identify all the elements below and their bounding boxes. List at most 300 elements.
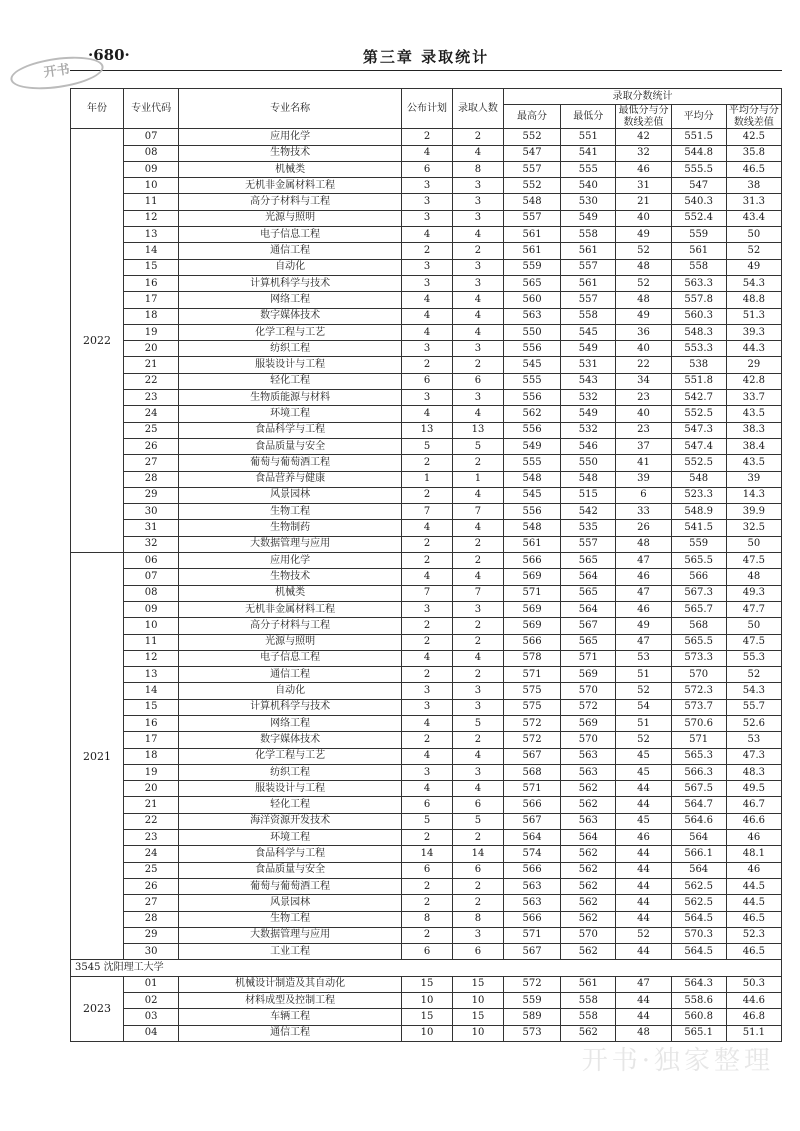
admitted-cell: 7 bbox=[452, 585, 503, 601]
max-score-cell: 571 bbox=[503, 667, 560, 683]
admitted-cell: 8 bbox=[452, 911, 503, 927]
major-name-cell: 数字媒体技术 bbox=[179, 732, 402, 748]
table-row bbox=[71, 569, 782, 585]
min-diff-cell: 48 bbox=[616, 259, 671, 275]
planned-cell: 6 bbox=[402, 862, 453, 878]
max-score-cell: 565 bbox=[503, 275, 560, 291]
planned-cell: 3 bbox=[402, 341, 453, 357]
avg-diff-cell: 39 bbox=[726, 471, 781, 487]
major-name-cell: 车辆工程 bbox=[179, 1009, 402, 1025]
admitted-cell: 15 bbox=[452, 976, 503, 992]
planned-cell: 3 bbox=[402, 601, 453, 617]
table-row bbox=[71, 797, 782, 813]
min-diff-cell: 40 bbox=[616, 406, 671, 422]
admitted-cell: 10 bbox=[452, 993, 503, 1009]
max-score-cell: 552 bbox=[503, 129, 560, 145]
major-name-cell: 高分子材料与工程 bbox=[179, 618, 402, 634]
major-code-cell: 18 bbox=[124, 748, 179, 764]
major-name-cell: 食品营养与健康 bbox=[179, 471, 402, 487]
major-name-cell: 无机非金属材料工程 bbox=[179, 178, 402, 194]
planned-cell: 8 bbox=[402, 911, 453, 927]
major-name-cell: 服装设计与工程 bbox=[179, 781, 402, 797]
table-row bbox=[71, 373, 782, 389]
avg-diff-cell: 14.3 bbox=[726, 487, 781, 503]
min-score-cell: 563 bbox=[561, 748, 616, 764]
max-score-cell: 545 bbox=[503, 357, 560, 373]
avg-diff-cell: 55.3 bbox=[726, 650, 781, 666]
major-code-cell: 03 bbox=[124, 1009, 179, 1025]
admitted-cell: 4 bbox=[452, 292, 503, 308]
major-name-cell: 自动化 bbox=[179, 259, 402, 275]
major-name-cell: 服装设计与工程 bbox=[179, 357, 402, 373]
chapter-title: 第三章 录取统计 bbox=[362, 48, 490, 66]
avg-diff-cell: 43.4 bbox=[726, 210, 781, 226]
avg-diff-cell: 47.3 bbox=[726, 748, 781, 764]
admitted-cell: 4 bbox=[452, 308, 503, 324]
table-row bbox=[71, 715, 782, 731]
avg-diff-cell: 49.3 bbox=[726, 585, 781, 601]
major-name-cell: 葡萄与葡萄酒工程 bbox=[179, 455, 402, 471]
min-diff-cell: 31 bbox=[616, 178, 671, 194]
planned-cell: 4 bbox=[402, 748, 453, 764]
major-code-cell: 06 bbox=[124, 553, 179, 569]
planned-cell: 3 bbox=[402, 764, 453, 780]
major-name-cell: 化学工程与工艺 bbox=[179, 748, 402, 764]
min-diff-cell: 49 bbox=[616, 308, 671, 324]
table-row bbox=[71, 993, 782, 1009]
planned-cell: 4 bbox=[402, 292, 453, 308]
major-code-cell: 22 bbox=[124, 813, 179, 829]
avg-score-cell: 548.3 bbox=[671, 324, 726, 340]
table-row bbox=[71, 520, 782, 536]
major-code-cell: 24 bbox=[124, 406, 179, 422]
planned-cell: 2 bbox=[402, 634, 453, 650]
avg-diff-cell: 48.3 bbox=[726, 764, 781, 780]
planned-cell: 3 bbox=[402, 683, 453, 699]
major-name-cell: 材料成型及控制工程 bbox=[179, 993, 402, 1009]
table-row bbox=[71, 634, 782, 650]
min-score-cell: 558 bbox=[561, 308, 616, 324]
major-name-cell: 应用化学 bbox=[179, 553, 402, 569]
max-score-cell: 559 bbox=[503, 259, 560, 275]
min-diff-cell: 48 bbox=[616, 292, 671, 308]
table-row bbox=[71, 129, 782, 145]
table-row bbox=[71, 455, 782, 471]
major-code-cell: 19 bbox=[124, 764, 179, 780]
major-code-cell: 11 bbox=[124, 634, 179, 650]
max-score-cell: 572 bbox=[503, 732, 560, 748]
min-diff-cell: 40 bbox=[616, 341, 671, 357]
table-row bbox=[71, 813, 782, 829]
major-code-cell: 21 bbox=[124, 357, 179, 373]
avg-diff-cell: 55.7 bbox=[726, 699, 781, 715]
major-name-cell: 网络工程 bbox=[179, 292, 402, 308]
admitted-cell: 2 bbox=[452, 553, 503, 569]
major-code-cell: 31 bbox=[124, 520, 179, 536]
max-score-cell: 575 bbox=[503, 683, 560, 699]
planned-cell: 2 bbox=[402, 667, 453, 683]
max-score-cell: 566 bbox=[503, 634, 560, 650]
max-score-cell: 563 bbox=[503, 895, 560, 911]
avg-diff-cell: 51.3 bbox=[726, 308, 781, 324]
min-diff-cell: 45 bbox=[616, 813, 671, 829]
planned-cell: 4 bbox=[402, 406, 453, 422]
min-diff-cell: 44 bbox=[616, 895, 671, 911]
min-score-cell: 532 bbox=[561, 390, 616, 406]
planned-cell: 4 bbox=[402, 308, 453, 324]
max-score-cell: 545 bbox=[503, 487, 560, 503]
table-row bbox=[71, 324, 782, 340]
table-row bbox=[71, 667, 782, 683]
avg-diff-cell: 51.1 bbox=[726, 1025, 781, 1041]
min-score-cell: 545 bbox=[561, 324, 616, 340]
avg-score-cell: 558 bbox=[671, 259, 726, 275]
min-diff-cell: 46 bbox=[616, 161, 671, 177]
planned-cell: 4 bbox=[402, 520, 453, 536]
min-diff-cell: 39 bbox=[616, 471, 671, 487]
min-diff-cell: 44 bbox=[616, 1009, 671, 1025]
max-score-cell: 555 bbox=[503, 455, 560, 471]
planned-cell: 15 bbox=[402, 976, 453, 992]
min-score-cell: 561 bbox=[561, 976, 616, 992]
planned-cell: 4 bbox=[402, 781, 453, 797]
min-diff-cell: 52 bbox=[616, 243, 671, 259]
max-score-cell: 548 bbox=[503, 194, 560, 210]
planned-cell: 7 bbox=[402, 504, 453, 520]
planned-cell: 5 bbox=[402, 438, 453, 454]
min-diff-cell: 44 bbox=[616, 993, 671, 1009]
major-name-cell: 计算机科学与技术 bbox=[179, 699, 402, 715]
major-code-cell: 01 bbox=[124, 976, 179, 992]
avg-diff-cell: 53 bbox=[726, 732, 781, 748]
admitted-cell: 6 bbox=[452, 797, 503, 813]
header-score-group: 录取分数统计 bbox=[503, 89, 781, 105]
admitted-cell: 3 bbox=[452, 178, 503, 194]
admitted-cell: 4 bbox=[452, 145, 503, 161]
table-body bbox=[71, 129, 782, 1042]
avg-score-cell: 559 bbox=[671, 227, 726, 243]
admitted-cell: 6 bbox=[452, 373, 503, 389]
min-diff-cell: 47 bbox=[616, 976, 671, 992]
table-row bbox=[71, 699, 782, 715]
admitted-cell: 8 bbox=[452, 161, 503, 177]
major-code-cell: 27 bbox=[124, 895, 179, 911]
avg-diff-cell: 50.3 bbox=[726, 976, 781, 992]
planned-cell: 6 bbox=[402, 161, 453, 177]
major-name-cell: 食品质量与安全 bbox=[179, 862, 402, 878]
planned-cell: 4 bbox=[402, 324, 453, 340]
max-score-cell: 573 bbox=[503, 1025, 560, 1041]
avg-score-cell: 562.5 bbox=[671, 895, 726, 911]
admitted-cell: 2 bbox=[452, 895, 503, 911]
major-name-cell: 计算机科学与技术 bbox=[179, 275, 402, 291]
min-score-cell: 561 bbox=[561, 243, 616, 259]
table-row bbox=[71, 911, 782, 927]
admitted-cell: 3 bbox=[452, 194, 503, 210]
major-name-cell: 机械类 bbox=[179, 161, 402, 177]
max-score-cell: 589 bbox=[503, 1009, 560, 1025]
avg-diff-cell: 46 bbox=[726, 830, 781, 846]
min-diff-cell: 37 bbox=[616, 438, 671, 454]
planned-cell: 2 bbox=[402, 357, 453, 373]
major-name-cell: 通信工程 bbox=[179, 1025, 402, 1041]
min-diff-cell: 49 bbox=[616, 227, 671, 243]
admitted-cell: 3 bbox=[452, 601, 503, 617]
major-code-cell: 30 bbox=[124, 504, 179, 520]
min-diff-cell: 49 bbox=[616, 618, 671, 634]
page-number: ·680· bbox=[88, 46, 130, 64]
min-score-cell: 567 bbox=[561, 618, 616, 634]
table-row bbox=[71, 210, 782, 226]
major-code-cell: 12 bbox=[124, 210, 179, 226]
avg-diff-cell: 54.3 bbox=[726, 683, 781, 699]
avg-diff-cell: 52 bbox=[726, 667, 781, 683]
table-row bbox=[71, 145, 782, 161]
min-score-cell: 571 bbox=[561, 650, 616, 666]
min-score-cell: 549 bbox=[561, 341, 616, 357]
major-name-cell: 生物工程 bbox=[179, 911, 402, 927]
avg-diff-cell: 42.5 bbox=[726, 129, 781, 145]
admitted-cell: 4 bbox=[452, 650, 503, 666]
header-min-score: 最低分 bbox=[561, 105, 616, 129]
min-diff-cell: 47 bbox=[616, 634, 671, 650]
max-score-cell: 571 bbox=[503, 927, 560, 943]
min-diff-cell: 46 bbox=[616, 569, 671, 585]
avg-diff-cell: 46 bbox=[726, 862, 781, 878]
watermark: 开书·独家整理 bbox=[581, 1046, 774, 1076]
min-diff-cell: 36 bbox=[616, 324, 671, 340]
major-code-cell: 09 bbox=[124, 161, 179, 177]
max-score-cell: 560 bbox=[503, 292, 560, 308]
avg-score-cell: 523.3 bbox=[671, 487, 726, 503]
avg-diff-cell: 39.3 bbox=[726, 324, 781, 340]
major-name-cell: 网络工程 bbox=[179, 715, 402, 731]
avg-diff-cell: 52.6 bbox=[726, 715, 781, 731]
avg-score-cell: 551.5 bbox=[671, 129, 726, 145]
min-diff-cell: 40 bbox=[616, 210, 671, 226]
major-code-cell: 08 bbox=[124, 585, 179, 601]
table-row bbox=[71, 536, 782, 552]
avg-score-cell: 558.6 bbox=[671, 993, 726, 1009]
avg-diff-cell: 50 bbox=[726, 536, 781, 552]
admitted-cell: 3 bbox=[452, 764, 503, 780]
major-code-cell: 16 bbox=[124, 715, 179, 731]
major-name-cell: 通信工程 bbox=[179, 243, 402, 259]
major-name-cell: 生物技术 bbox=[179, 569, 402, 585]
year-cell: 2022 bbox=[71, 129, 124, 553]
avg-score-cell: 564.7 bbox=[671, 797, 726, 813]
max-score-cell: 555 bbox=[503, 373, 560, 389]
table-row bbox=[71, 895, 782, 911]
admitted-cell: 2 bbox=[452, 455, 503, 471]
major-code-cell: 25 bbox=[124, 422, 179, 438]
major-code-cell: 29 bbox=[124, 927, 179, 943]
planned-cell: 6 bbox=[402, 944, 453, 960]
min-diff-cell: 32 bbox=[616, 145, 671, 161]
avg-diff-cell: 48.1 bbox=[726, 846, 781, 862]
major-code-cell: 29 bbox=[124, 487, 179, 503]
major-name-cell: 食品科学与工程 bbox=[179, 422, 402, 438]
max-score-cell: 569 bbox=[503, 601, 560, 617]
major-code-cell: 17 bbox=[124, 292, 179, 308]
planned-cell: 3 bbox=[402, 259, 453, 275]
admitted-cell: 2 bbox=[452, 536, 503, 552]
table-row bbox=[71, 275, 782, 291]
min-score-cell: 562 bbox=[561, 1025, 616, 1041]
avg-score-cell: 565.5 bbox=[671, 553, 726, 569]
avg-diff-cell: 44.6 bbox=[726, 993, 781, 1009]
admitted-cell: 7 bbox=[452, 504, 503, 520]
admitted-cell: 2 bbox=[452, 878, 503, 894]
major-code-cell: 13 bbox=[124, 227, 179, 243]
table-row bbox=[71, 357, 782, 373]
min-score-cell: 570 bbox=[561, 927, 616, 943]
table-row bbox=[71, 194, 782, 210]
major-code-cell: 20 bbox=[124, 341, 179, 357]
min-score-cell: 549 bbox=[561, 210, 616, 226]
header-avg-score: 平均分 bbox=[671, 105, 726, 129]
avg-diff-cell: 52 bbox=[726, 243, 781, 259]
planned-cell: 5 bbox=[402, 813, 453, 829]
avg-diff-cell: 38.3 bbox=[726, 422, 781, 438]
avg-diff-cell: 49.5 bbox=[726, 781, 781, 797]
max-score-cell: 562 bbox=[503, 406, 560, 422]
planned-cell: 3 bbox=[402, 178, 453, 194]
avg-diff-cell: 48 bbox=[726, 569, 781, 585]
min-diff-cell: 46 bbox=[616, 830, 671, 846]
major-name-cell: 食品科学与工程 bbox=[179, 846, 402, 862]
avg-diff-cell: 44.5 bbox=[726, 895, 781, 911]
min-score-cell: 565 bbox=[561, 553, 616, 569]
major-code-cell: 04 bbox=[124, 1025, 179, 1041]
max-score-cell: 569 bbox=[503, 569, 560, 585]
admitted-cell: 2 bbox=[452, 667, 503, 683]
table-row bbox=[71, 944, 782, 960]
major-name-cell: 化学工程与工艺 bbox=[179, 324, 402, 340]
min-score-cell: 531 bbox=[561, 357, 616, 373]
major-code-cell: 18 bbox=[124, 308, 179, 324]
max-score-cell: 557 bbox=[503, 210, 560, 226]
admitted-cell: 1 bbox=[452, 471, 503, 487]
min-diff-cell: 22 bbox=[616, 357, 671, 373]
major-name-cell: 葡萄与葡萄酒工程 bbox=[179, 878, 402, 894]
min-score-cell: 564 bbox=[561, 569, 616, 585]
avg-score-cell: 562.5 bbox=[671, 878, 726, 894]
major-code-cell: 11 bbox=[124, 194, 179, 210]
min-diff-cell: 47 bbox=[616, 585, 671, 601]
planned-cell: 4 bbox=[402, 145, 453, 161]
major-name-cell: 生物技术 bbox=[179, 145, 402, 161]
planned-cell: 6 bbox=[402, 373, 453, 389]
min-score-cell: 562 bbox=[561, 781, 616, 797]
min-score-cell: 548 bbox=[561, 471, 616, 487]
avg-diff-cell: 31.3 bbox=[726, 194, 781, 210]
max-score-cell: 549 bbox=[503, 438, 560, 454]
major-name-cell: 通信工程 bbox=[179, 667, 402, 683]
avg-diff-cell: 43.5 bbox=[726, 406, 781, 422]
table-row bbox=[71, 422, 782, 438]
major-name-cell: 电子信息工程 bbox=[179, 650, 402, 666]
max-score-cell: 559 bbox=[503, 993, 560, 1009]
major-name-cell: 无机非金属材料工程 bbox=[179, 601, 402, 617]
table-row bbox=[71, 341, 782, 357]
min-score-cell: 558 bbox=[561, 1009, 616, 1025]
min-score-cell: 558 bbox=[561, 227, 616, 243]
min-score-cell: 551 bbox=[561, 129, 616, 145]
min-score-cell: 557 bbox=[561, 536, 616, 552]
header-major-name: 专业名称 bbox=[179, 89, 402, 129]
avg-score-cell: 560.3 bbox=[671, 308, 726, 324]
planned-cell: 7 bbox=[402, 585, 453, 601]
table-row bbox=[71, 259, 782, 275]
planned-cell: 4 bbox=[402, 569, 453, 585]
max-score-cell: 567 bbox=[503, 748, 560, 764]
min-diff-cell: 53 bbox=[616, 650, 671, 666]
min-diff-cell: 44 bbox=[616, 862, 671, 878]
planned-cell: 15 bbox=[402, 1009, 453, 1025]
min-score-cell: 557 bbox=[561, 259, 616, 275]
admitted-cell: 3 bbox=[452, 390, 503, 406]
avg-score-cell: 565.3 bbox=[671, 748, 726, 764]
min-diff-cell: 23 bbox=[616, 422, 671, 438]
avg-score-cell: 567.5 bbox=[671, 781, 726, 797]
avg-score-cell: 568 bbox=[671, 618, 726, 634]
planned-cell: 13 bbox=[402, 422, 453, 438]
max-score-cell: 567 bbox=[503, 813, 560, 829]
avg-score-cell: 564 bbox=[671, 830, 726, 846]
admitted-cell: 5 bbox=[452, 813, 503, 829]
avg-score-cell: 555.5 bbox=[671, 161, 726, 177]
major-name-cell: 光源与照明 bbox=[179, 210, 402, 226]
avg-score-cell: 547.4 bbox=[671, 438, 726, 454]
table-row bbox=[71, 178, 782, 194]
major-code-cell: 16 bbox=[124, 275, 179, 291]
max-score-cell: 578 bbox=[503, 650, 560, 666]
min-score-cell: 570 bbox=[561, 732, 616, 748]
avg-diff-cell: 47.5 bbox=[726, 634, 781, 650]
avg-diff-cell: 39.9 bbox=[726, 504, 781, 520]
page-header bbox=[70, 40, 782, 71]
major-code-cell: 20 bbox=[124, 781, 179, 797]
min-diff-cell: 52 bbox=[616, 683, 671, 699]
min-diff-cell: 54 bbox=[616, 699, 671, 715]
min-score-cell: 562 bbox=[561, 862, 616, 878]
min-score-cell: 532 bbox=[561, 422, 616, 438]
admitted-cell: 14 bbox=[452, 846, 503, 862]
avg-diff-cell: 50 bbox=[726, 227, 781, 243]
major-name-cell: 风景园林 bbox=[179, 895, 402, 911]
max-score-cell: 556 bbox=[503, 390, 560, 406]
table-row bbox=[71, 585, 782, 601]
table-row bbox=[71, 553, 782, 569]
avg-score-cell: 540.3 bbox=[671, 194, 726, 210]
year-cell: 2021 bbox=[71, 553, 124, 960]
avg-diff-cell: 47.7 bbox=[726, 601, 781, 617]
max-score-cell: 548 bbox=[503, 471, 560, 487]
avg-diff-cell: 50 bbox=[726, 618, 781, 634]
table-row bbox=[71, 748, 782, 764]
avg-score-cell: 564.6 bbox=[671, 813, 726, 829]
min-diff-cell: 45 bbox=[616, 748, 671, 764]
planned-cell: 2 bbox=[402, 878, 453, 894]
major-name-cell: 机械设计制造及其自动化 bbox=[179, 976, 402, 992]
min-score-cell: 557 bbox=[561, 292, 616, 308]
table-row bbox=[71, 683, 782, 699]
min-score-cell: 515 bbox=[561, 487, 616, 503]
major-code-cell: 17 bbox=[124, 732, 179, 748]
max-score-cell: 552 bbox=[503, 178, 560, 194]
min-score-cell: 562 bbox=[561, 878, 616, 894]
